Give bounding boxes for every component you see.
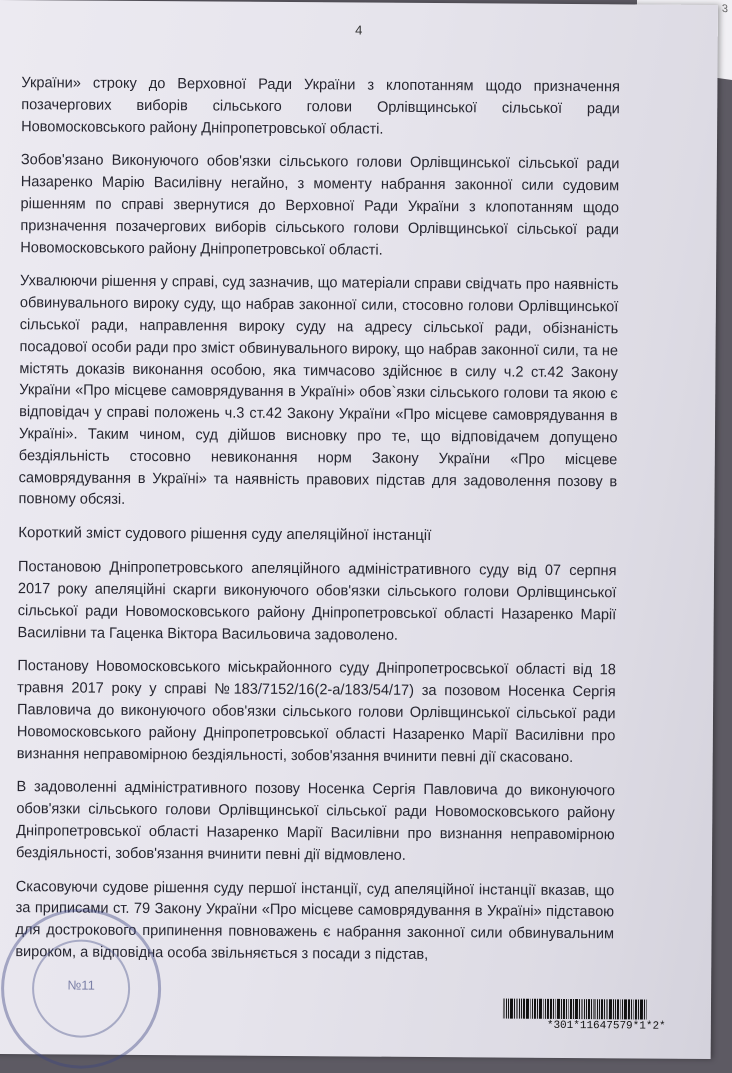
barcode-bar: [617, 999, 619, 1019]
barcode-bar: [537, 999, 538, 1019]
barcode-bar: [519, 999, 520, 1019]
barcode-bar: [543, 999, 544, 1019]
barcode-bar: [516, 999, 518, 1019]
paragraph-5: Постанову Новомосковського міськрайонного суду Дніпропетросвської області від 18 травня 2017 року у справі №183/7152/16(2-а/183/54/17) за позовом Носенка Сергія Павловича до виконуючого обов'язки сільського голови Орлівщинської сільської ради Новомосковського району Дніпропетровської області Назаренко Марії Василівни про визнання неправомірною бездіяльності, зобов'язання вчинити певні дії скасовано.: [16, 657, 616, 766]
barcode-bar: [521, 999, 522, 1019]
barcode-bar: [628, 999, 630, 1019]
official-stamp: [1, 908, 162, 1069]
barcode-bar: [609, 999, 612, 1019]
barcode-bar: [506, 999, 507, 1019]
document-body: [15, 72, 638, 979]
barcode-bar: [644, 1000, 645, 1020]
barcode-bar: [631, 999, 632, 1019]
barcode-bar: [581, 999, 583, 1019]
barcode-bar: [591, 999, 592, 1019]
barcode-bar: [555, 999, 556, 1019]
barcode-bar: [523, 999, 525, 1019]
barcode-bar: [530, 999, 531, 1019]
barcode-bar: [575, 999, 578, 1019]
barcode-bar: [606, 999, 608, 1019]
stamp-number: №11: [67, 977, 95, 993]
barcode-bar: [635, 999, 637, 1019]
barcode-bar: [579, 999, 580, 1019]
barcode-number: *301*11647579*1*2*: [546, 1019, 666, 1033]
stamp-inner-ring: [32, 939, 131, 1038]
barcode-bar: [561, 999, 562, 1019]
barcode-bar: [570, 999, 572, 1019]
barcode-bar: [550, 999, 552, 1019]
barcode-bar: [514, 999, 515, 1019]
barcode-bar: [510, 999, 513, 1019]
barcode-bar: [547, 999, 549, 1019]
barcode-bar: [593, 999, 596, 1019]
barcode-bar: [503, 999, 505, 1019]
barcode-bar: [573, 999, 574, 1019]
barcode-bar: [545, 999, 546, 1019]
barcode: [503, 999, 713, 1033]
barcode-bars: [503, 999, 713, 1020]
barcode-bar: [613, 999, 614, 1019]
paragraph-1: України» строку до Верховної Ради України з клопотанням щодо призначення позачергових виборів сільського голови Орлівщинської сільської ради Новомосковського району Дніпропетровської області.: [21, 74, 620, 138]
barcode-bar: [601, 999, 603, 1019]
barcode-bar: [563, 999, 565, 1019]
barcode-bar: [568, 999, 569, 1019]
barcode-bar: [615, 999, 616, 1019]
barcode-bar: [588, 999, 590, 1019]
paragraph-3: Ухвалюючи рішення у справі, суд зазначив, що матеріали справи свідчать про наявність обвинувального вироку суду, що набрав законної сили, стосовно голови Орлівщинської сільської ради, направлення вироку суду на адресу сільської ради, обізнаність посадової особи ради про зміст обвинувального вироку, що набрав законної сили, та не містять доказів виконання особою, яка тимчасово здійснює в силу ч.2 ст.42 Закону України «Про місцеве самоврядування в Україні» обов`язки сільського голови та якою є відповідач у справі положень ч.3 ст.42 Закону України «Про місцеве самоврядування в Україні». Таким чином, суд дійшов висновку про те, що відповідачем допущено бездіяльність стосовно невиконання норм Закону України «Про місцеве самоврядування в Україні» та наявність правових підстав для задоволення позову в повному обсязі.: [18, 272, 619, 509]
barcode-bar: [526, 999, 529, 1019]
paragraph-2: Зобов'язано Виконуючого обов'язки сільського голови Орлівщинської сільської ради Назаренко Марію Василівну негайно, з моменту набрання законної сили судовим рішенням по справі звернутися до Верховної Ради України з клопотанням щодо призначення позачергових виборів сільського голови Орлівщинської сільської ради Новомосковського району Дніпропетровської області.: [20, 151, 620, 259]
barcode-bar: [539, 999, 542, 1019]
barcode-bar: [534, 999, 536, 1019]
barcode-bar: [586, 999, 587, 1019]
barcode-bar: [622, 999, 623, 1019]
barcode-bar: [638, 999, 639, 1019]
section-heading: Короткий зміст судового рішення суду апеляційної інстанції: [18, 524, 432, 545]
barcode-bar: [584, 999, 585, 1019]
barcode-bar: [646, 1000, 647, 1020]
barcode-bar: [532, 999, 533, 1019]
barcode-bar: [553, 999, 554, 1019]
barcode-bar: [633, 999, 634, 1019]
adjacent-page-mark: 3: [721, 2, 728, 16]
barcode-bar: [604, 999, 605, 1019]
paragraph-7: Скасовуючи судове рішення суду першої інстанції, суд апеляційної інстанції вказав, що за приписами ст. 79 Закону України «Про місцеве самоврядування в Україні» підставою для дострокового припинення повноважень є набрання законної сили обвинувальним вироком, а відповідна особа звільняється з посади з підстав,: [15, 877, 615, 963]
barcode-bar: [597, 999, 598, 1019]
barcode-bar: [557, 999, 560, 1019]
paragraph-4: Постановою Дніпропетровського апеляційного адміністративного суду від 07 серпня 2017 року апеляційні скарги виконуючого обов'язки сільського голови Орлівщинської сільської ради Новомосковського району Дніпропетровської області Назаренко Марії Василівни та Гаценка Віктора Васильовича задоволено.: [17, 558, 617, 644]
paragraph-6: В задоволенні адміністративного позову Носенка Сергія Павловича до виконуючого обов'язки сільського голови Орлівщинської сільської ради Новомосковського району Дніпропетровської області Назаренко Марії Василівни про визнання неправомірною бездіяльності, зобов'язання вчинити певні дії відмовлено.: [15, 778, 616, 864]
page-number: 4: [355, 22, 363, 38]
barcode-bar: [566, 999, 567, 1019]
barcode-bar: [640, 999, 643, 1019]
barcode-bar: [599, 999, 600, 1019]
barcode-bar: [624, 999, 627, 1019]
barcode-bar: [620, 999, 621, 1019]
barcode-bar: [508, 999, 509, 1019]
